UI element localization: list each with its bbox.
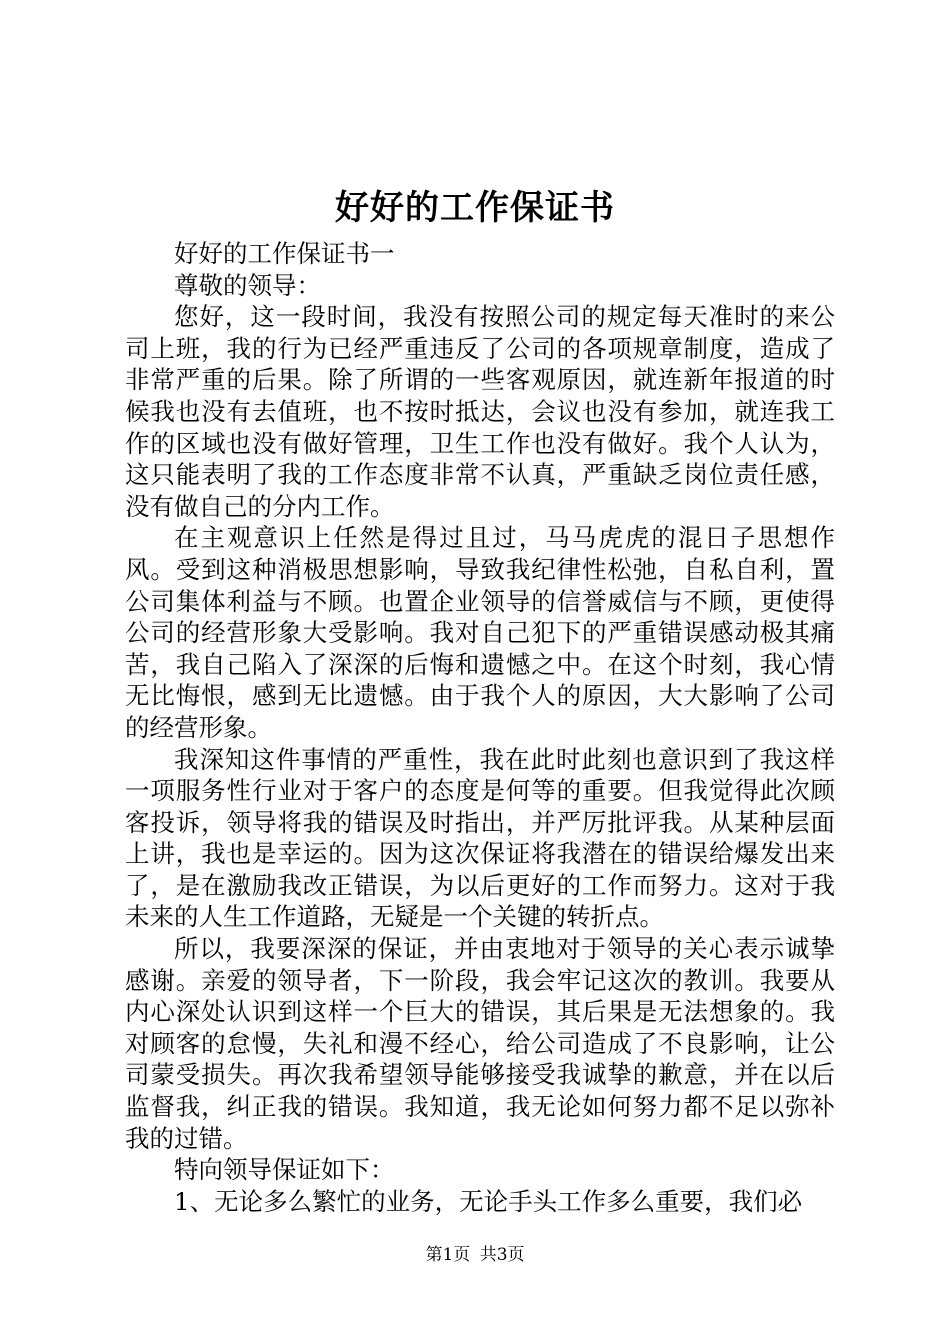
document-title: 好好的工作保证书 [335,188,615,228]
page-footer [0,1243,950,1267]
paragraph-4: 所以，我要深深的保证，并由衷地对于领导的关心表示诚挚感谢。亲爱的领导者，下一阶段，我会牢记这次的教训。我要从内心深处认识到这样一个巨大的错误，其后果是无法想象的。我对顾客的怠慢，失礼和漫不经心，给公司造成了不良影响，让公司蒙受损失。再次我希望领导能够接受我诚挚的歉意，并在以后监督我，纠正我的错误。我知道，我无论如何努力都不足以弥补我的过错。 [125,934,835,1153]
paragraph-subtitle: 好好的工作保证书一 [174,239,395,268]
paragraph-1: 您好，这一段时间，我没有按照公司的规定每天准时的来公司上班，我的行为已经严重违反了公司的各项规章制度，造成了非常严重的后果。除了所谓的一些客观原因，就连新年报道的时候我也没有去值班，也不按时抵达，会议也没有参加，就连我工作的区域也没有做好管理，卫生工作也没有做好。我个人认为，这只能表明了我的工作态度非常不认真，严重缺乏岗位责任感，没有做自己的分内工作。 [125,302,835,521]
paragraph-pledge-intro: 特向领导保证如下： [174,1155,395,1185]
paragraph-pledge-item-1: 1、无论多么繁忙的业务，无论手头工作多么重要，我们必 [174,1186,803,1216]
page-total: 共3页 [479,1245,525,1265]
document-body [125,238,835,1217]
paragraph-2: 在主观意识上任然是得过且过，马马虎虎的混日子思想作风。受到这种消极思想影响，导致我纪律性松弛，自私自利，置公司集体利益与不顾。也置企业领导的信誉威信与不顾，更使得公司的经营形象大受影响。我对自己犯下的严重错误感动极其痛苦，我自己陷入了深深的后悔和遗憾之中。在这个时刻，我心情无比悔恨，感到无比遗憾。由于我个人的原因，大大影响了公司的经营形象。 [125,523,835,742]
paragraph-3: 我深知这件事情的严重性，我在此时此刻也意识到了我这样一项服务性行业对于客户的态度是何等的重要。但我觉得此次顾客投诉，领导将我的错误及时指出，并严厉批评我。从某种层面上讲，我也是幸运的。因为这次保证将我潜在的错误给爆发出来了，是在激励我改正错误，为以后更好的工作而努力。这对于我未来的人生工作道路，无疑是一个关键的转折点。 [125,744,835,932]
page-number: 第1页 [425,1245,471,1265]
paragraph-salutation: 尊敬的领导： [174,270,321,300]
